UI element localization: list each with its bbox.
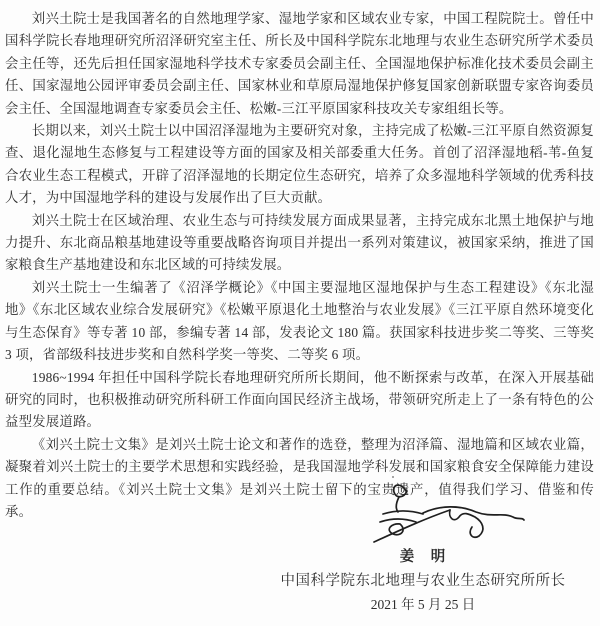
signature-stroke bbox=[374, 510, 450, 542]
handwritten-signature-icon bbox=[336, 472, 526, 552]
paragraph-wetland-research: 长期以来，刘兴土院士以中国沼泽湿地为主要研究对象，主持完成了松嫩-三江平原自然资源复查、退化湿地生态修复与工程建设等方面的国家及相关部委重大任务。首创了沼泽湿地稻-苇-鱼复合农业生态工程模式，开辟了沼泽湿地的长期定位生态研究，培养了众多湿地科学领域的优秀科技人才，为中国湿地学科的建设与发展作出了巨大贡献。 bbox=[5, 123, 594, 206]
paragraph-biography: 刘兴土院士是我国著名的自然地理学家、湿地学家和区域农业专家，中国工程院院士。曾任中国科学院长春地理研究所沼泽研究室主任、所长及中国科学院东北地理与农业生态研究所学术委员会主任等，还先后担任国家湿地科学技术专家委员会副主任、全国湿地保护标准化技术委员会副主任、国家湿地公园评审委员会副主任、国家林业和草原局湿地保护修复国家创新联盟专家咨询委员会主任、全国湿地调查专家委员会主任、松嫩-三江平原国家科技攻关专家组组长等。 bbox=[5, 11, 594, 116]
signature-date: 2021 年 5 月 25 日 bbox=[370, 597, 476, 612]
signer-title: 中国科学院东北地理与农业生态研究所所长 bbox=[280, 573, 566, 589]
signer-name: 姜 明 bbox=[399, 549, 447, 565]
paragraph-directorship: 1986~1994 年担任中国科学院长春地理研究所所长期间，他不断探索与改革，在深入开展基础研究的同时，也积极推动研究所科研工作面向国民经济主战场，带领研究所走上了一条有特色的公益型发展道路。 bbox=[5, 369, 594, 430]
signature-stroke bbox=[380, 519, 416, 522]
paragraph-regional-achievements: 刘兴土院士在区域治理、农业生态与可持续发展方面成果显著，主持完成东北黑土地保护与地力提升、东北商品粮基地建设等重要战略咨询项目并提出一系列对策建议，被国家采纳，推进了国家粮食生产基地建设和东北区域的可持续发展。 bbox=[5, 212, 594, 273]
foreword-text bbox=[5, 8, 594, 523]
signature-stroke bbox=[450, 510, 483, 537]
signature-stroke bbox=[383, 511, 423, 514]
paragraph-publications-awards: 刘兴土院士一生编著了《沼泽学概论》《中国主要湿地区湿地保护与生态工程建设》《东北湿地》《东北区域农业综合发展研究》《松嫩平原退化土地整治与农业发展》《三江平原自然环境变化与生态保育》等专著 10 部，参编专著 14 部，发表论文 180 篇。获国家科技进步奖二等奖、三等奖 3 项，省部级科技进步奖和自然科学奖一等奖、二等奖 6 项。 bbox=[5, 279, 594, 363]
signature-stroke bbox=[423, 507, 524, 520]
signature-stroke bbox=[394, 485, 407, 512]
paragraph-anthology-summary: 《刘兴土院士文集》是刘兴土院士论文和著作的选登，整理为沼泽篇、湿地篇和区域农业篇，凝聚着刘兴土院士的主要学术思想和实践经验，是我国湿地学科发展和国家粮食安全保障能力建设工作的重要总结。《刘兴土院士文集》是刘兴土院士留下的宝贵遗产，值得我们学习、借鉴和传承。 bbox=[5, 436, 594, 519]
signature-block bbox=[241, 546, 600, 617]
